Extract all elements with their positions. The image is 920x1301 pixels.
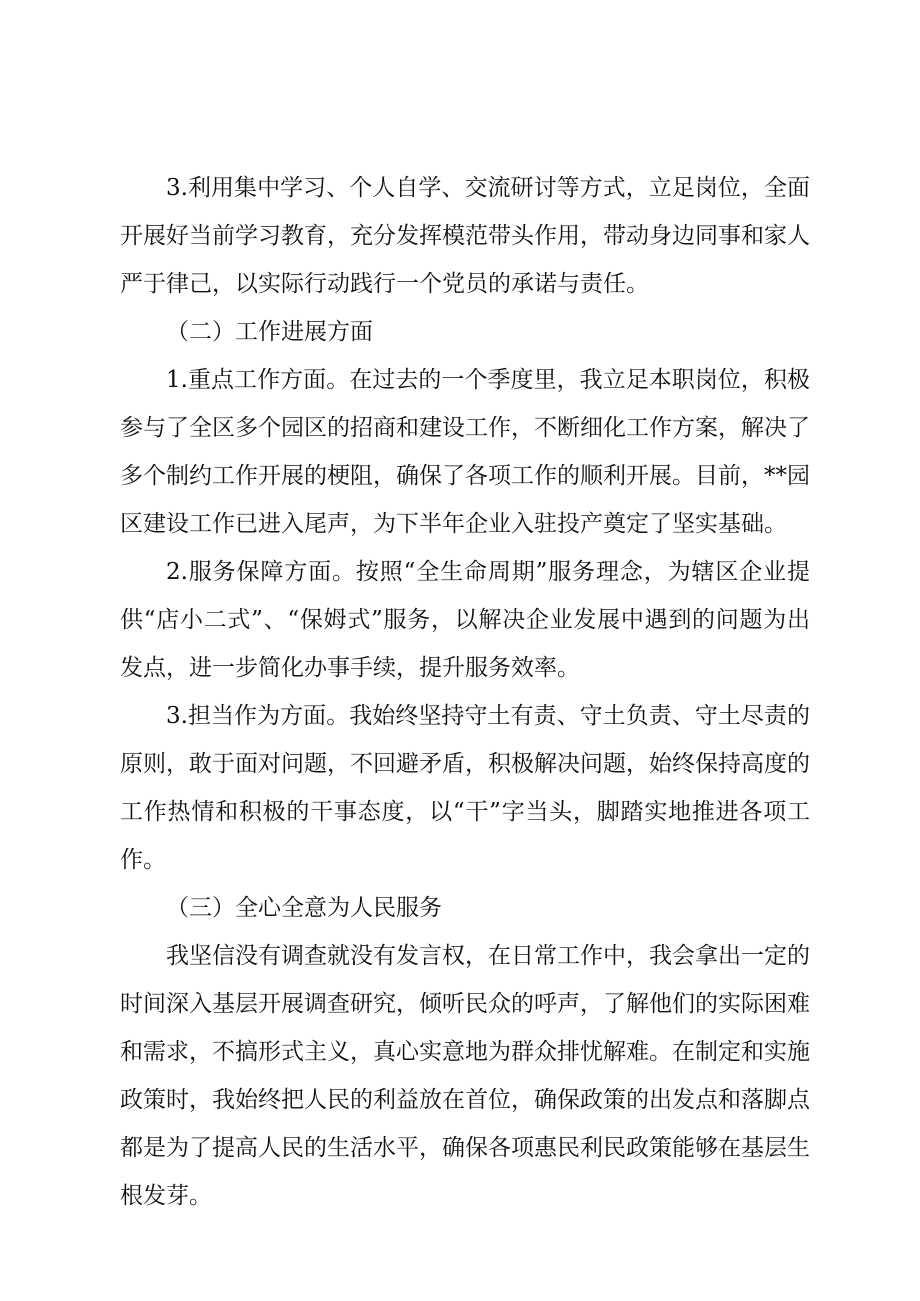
paragraph-item-3-study: 3.利用集中学习、个人自学、交流研讨等方式，立足岗位，全面开展好当前学习教育，充分发挥模范带头作用，带动身边同事和家人严于律己，以实际行动践行一个党员的承诺与责任。 [120, 175, 810, 297]
paragraph-item-3-responsibility: 3.担当作为方面。我始终坚持守土有责、守土负责、守土尽责的原则，敢于面对问题，不回避矛盾，积极解决问题，始终保持高度的工作热情和积极的干事态度，以“干”字当头，脚踏实地推进各项工作。 [120, 703, 810, 873]
document-body [120, 164, 810, 1220]
paragraph-item-2-service: 2.服务保障方面。按照“全生命周期”服务理念，为辖区企业提供“店小二式”、“保姆式”服务，以解决企业发展中遇到的问题为出发点，进一步简化办事手续，提升服务效率。 [120, 559, 810, 681]
section-heading-work-progress: （二）工作进展方面 [166, 319, 373, 345]
paragraph-item-1-key-work: 1.重点工作方面。在过去的一个季度里，我立足本职岗位，积极参与了全区多个园区的招商和建设工作，不断细化工作方案，解决了多个制约工作开展的梗阻，确保了各项工作的顺利开展。目前，**园区建设工作已进入尾声，为下半年企业入驻投产奠定了坚实基础。 [120, 367, 810, 537]
paragraph-serve-people-body: 我坚信没有调查就没有发言权，在日常工作中，我会拿出一定的时间深入基层开展调查研究，倾听民众的呼声，了解他们的实际困难和需求，不搞形式主义，真心实意地为群众排忧解难。在制定和实施政策时，我始终把人民的利益放在首位，确保政策的出发点和落脚点都是为了提高人民的生活水平，确保各项惠民利民政策能够在基层生根发芽。 [120, 943, 810, 1209]
section-heading-serve-people: （三）全心全意为人民服务 [166, 895, 442, 921]
